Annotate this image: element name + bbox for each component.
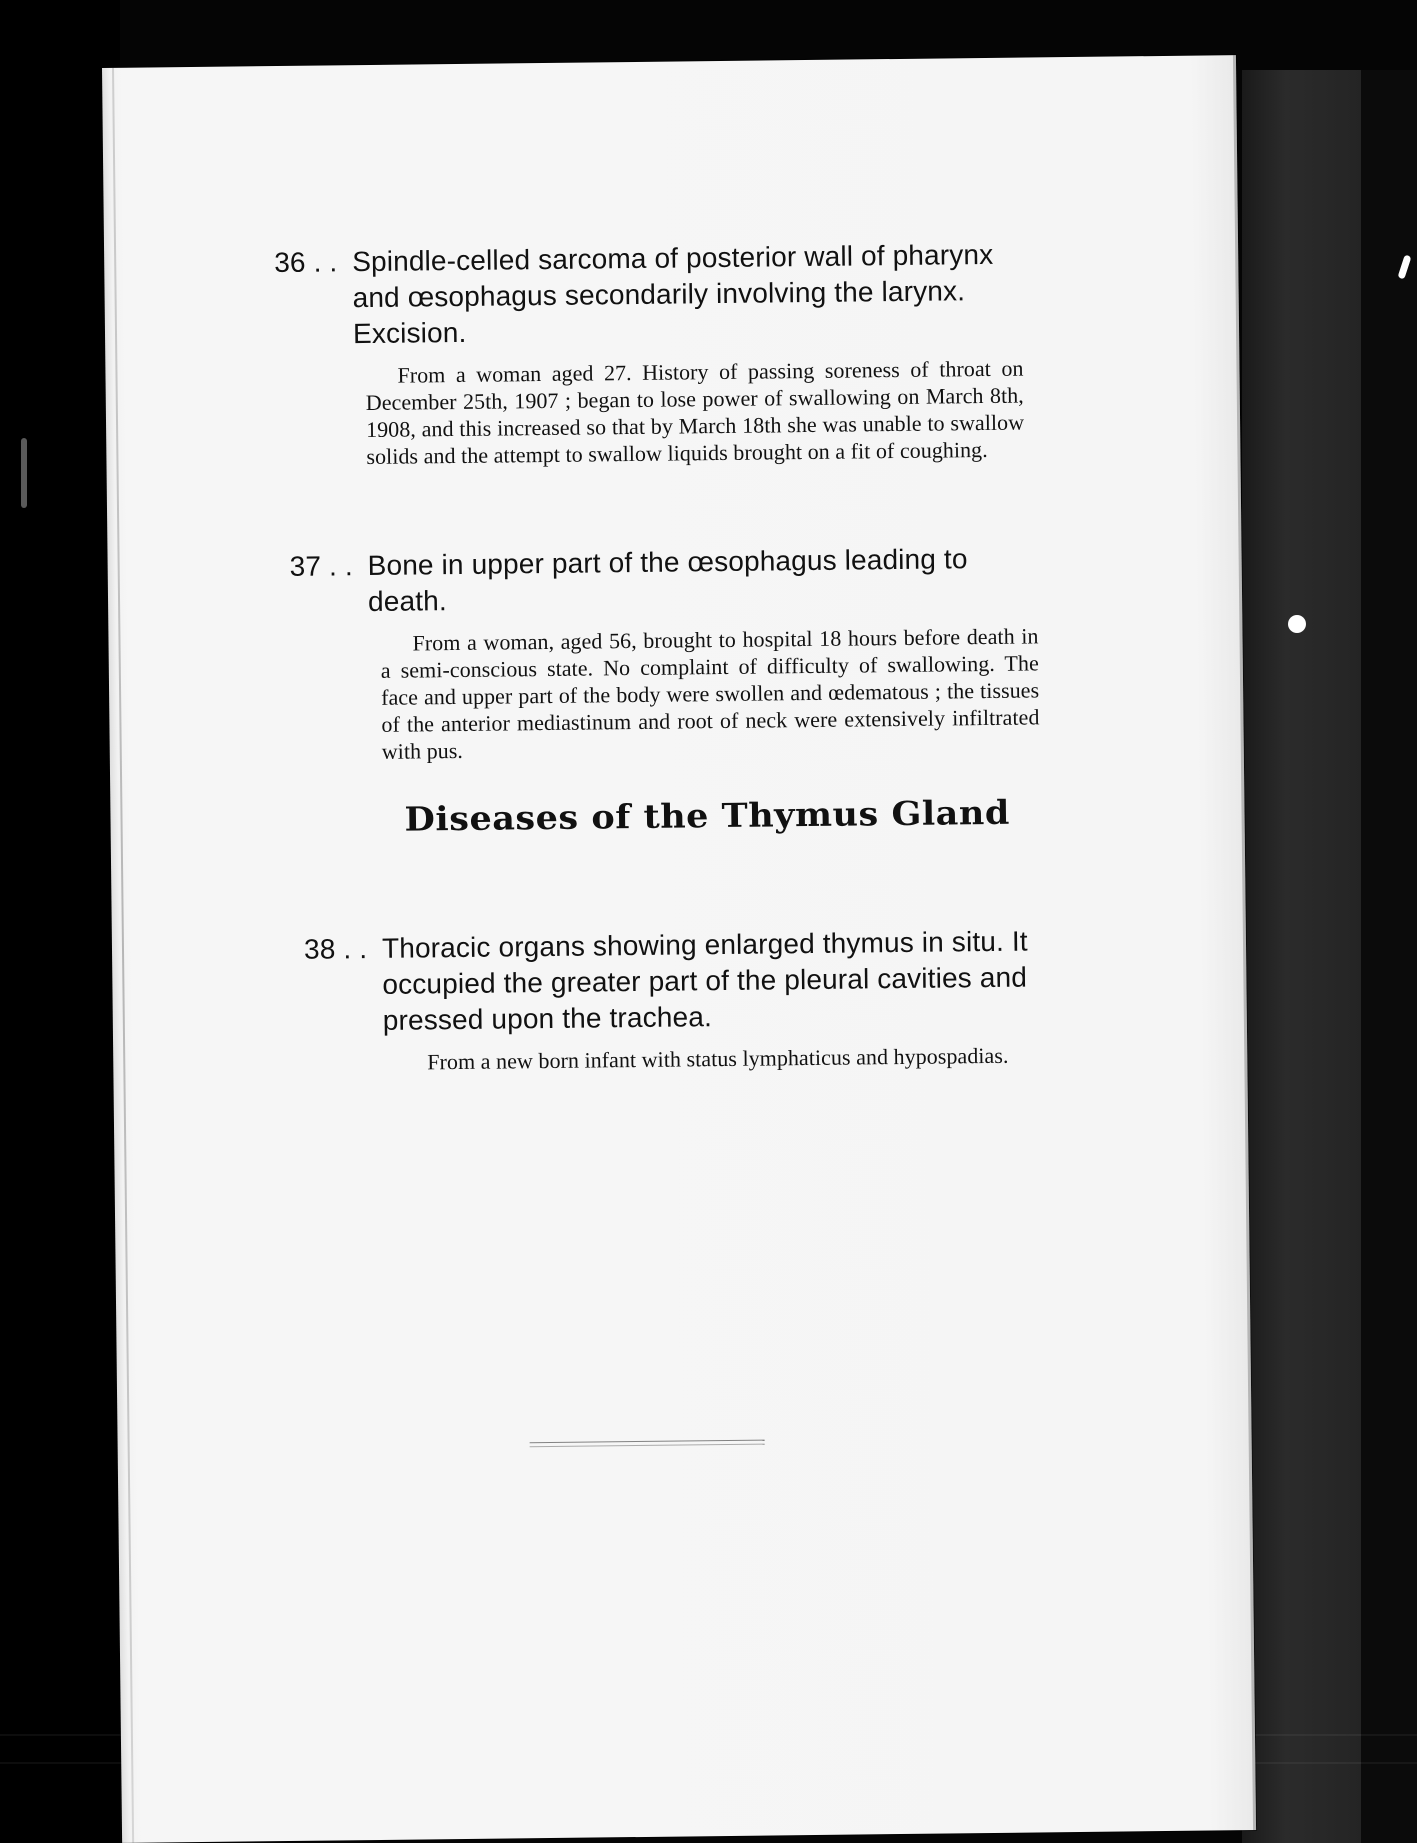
entry-number: 37 . . [289,550,354,582]
entry-description: From a woman aged 27. History of passing soreness of throat on December 25th, 1907 ; began to lose power of swallowing on March 8th, 1908, and this increased so that by March 18th she was unable to swallow solids and the attempt to swallow liquids brought on a fit of coughing. [365,355,1025,470]
left-margin [0,0,120,1843]
entry-heading [274,236,1035,353]
catalog-entry-37 [289,540,1051,766]
entry-description: From a woman, aged 56, brought to hospital 18 hours before death in a semi-conscious state. No complaint of difficulty of swallowing. The face and upper part of the body were swollen and œdematous ; the tissues of the anterior mediastinum and root of neck were extensively infiltrated with pus. [380,623,1040,764]
catalog-entry-38 [304,923,1086,1077]
entry-title: Bone in upper part of the œsophagus leading to death. [367,543,968,618]
document-page [102,55,1256,1843]
entry-number: 36 . . [274,246,338,279]
section-heading: Diseases of the Thymus Gland [404,792,1011,839]
white-speck [1288,615,1306,633]
entry-description: From a new born infant with status lymphaticus and hypospadias. [427,1042,1009,1075]
right-black-edge [1361,70,1417,1843]
entry-title: Thoracic organs showing enlarged thymus in situ. It occupied the greater part of the pleural cavities and pressed upon the trachea. [381,925,1028,1036]
entry-number: 38 . . [303,933,368,965]
catalog-entry-36 [274,236,1037,471]
entry-title: Spindle-celled sarcoma of posterior wall of pharynx and œsophagus secondarily involving the larynx. Excision. [352,238,994,350]
scan-mark [21,438,27,508]
section-rule [530,1440,765,1448]
entry-heading [304,923,1085,1040]
entry-heading [289,540,1050,621]
